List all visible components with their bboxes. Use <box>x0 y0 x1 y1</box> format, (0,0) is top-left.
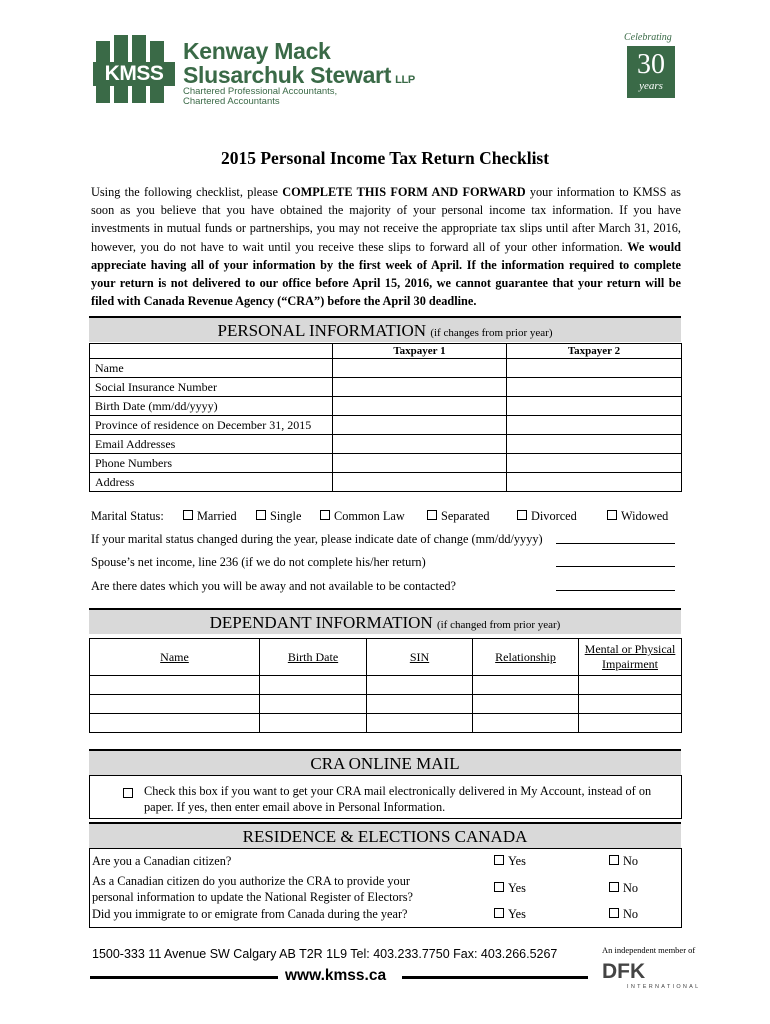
away-dates-question: Are there dates which you will be away and not available to be contacted? <box>91 579 457 593</box>
cra-text: Check this box if you want to get your CRA mail electronically delivered in My Account, instead of on paper. If yes, then enter email above in Personal Information. <box>144 784 652 814</box>
checkbox-icon <box>607 510 617 520</box>
marital-change-question: If your marital status changed during the year, please indicate date of change (mm/dd/yyyy) <box>91 532 543 546</box>
spouse-income-input[interactable] <box>556 555 675 567</box>
cra-box <box>89 775 682 819</box>
kmss-logo <box>93 35 175 103</box>
immigrate-no[interactable]: No <box>609 906 638 922</box>
col-name: Name <box>90 639 260 676</box>
taxpayer-1-field[interactable] <box>333 359 507 378</box>
col-sin: SIN <box>367 639 473 676</box>
website-link[interactable]: www.kmss.ca <box>285 967 387 984</box>
anniversary-badge: 30 years <box>627 46 675 98</box>
row-label: Phone Numbers <box>90 454 333 473</box>
firm-name-line2: Slusarchuk Stewart LLP <box>183 62 415 88</box>
dfk-logo: DFK <box>602 960 646 983</box>
authorize-question: As a Canadian citizen do you authorize the CRA to provide your personal information to update the National Register of Electors? <box>92 874 413 904</box>
cra-online-mail-header: CRA ONLINE MAIL <box>89 749 681 775</box>
taxpayer-1-field[interactable] <box>333 378 507 397</box>
dfk-international: INTERNATIONAL <box>627 984 701 990</box>
checkbox-icon <box>427 510 437 520</box>
intro-paragraph: Using the following checklist, please COMPLETE THIS FORM AND FORWARD your information to KMSS as soon as you believe that you have obtained the majority of your personal income tax information. If you have investments in mutual funds or partnerships, you may not receive the appropriate tax slips until after March 31, 2016, however, you do not have to wait until you receive these slips to forward all of your other information. We would appreciate having all of your information by the first week of April. If the information required to complete your return is not delivered to our office before April 15, 2016, we cannot guarantee that your return will be filed with Canada Revenue Agency (“CRA”) before the April 30 deadline. <box>91 185 681 309</box>
checkbox-widowed[interactable]: Widowed <box>607 509 668 524</box>
row-label: Address <box>90 473 333 492</box>
taxpayer-2-field[interactable] <box>507 416 682 435</box>
row-label: Name <box>90 359 333 378</box>
dependant-table <box>89 638 682 733</box>
checkbox-icon <box>320 510 330 520</box>
taxpayer-2-field[interactable] <box>507 378 682 397</box>
checkbox-common-law[interactable]: Common Law <box>320 509 405 524</box>
checkbox-icon <box>256 510 266 520</box>
taxpayer-1-header: Taxpayer 1 <box>333 344 507 359</box>
taxpayer-2-field[interactable] <box>507 473 682 492</box>
taxpayer-2-header: Taxpayer 2 <box>507 344 682 359</box>
firm-subtitle-1: Chartered Professional Accountants, <box>183 86 338 97</box>
immigrate-question: Did you immigrate to or emigrate from Canada during the year? <box>92 907 408 921</box>
citizen-no[interactable]: No <box>609 853 638 869</box>
firm-subtitle-2: Chartered Accountants <box>183 96 280 107</box>
cra-checkbox[interactable] <box>123 788 133 798</box>
celebrating-label: Celebrating <box>624 32 672 43</box>
authorize-no[interactable]: No <box>609 880 638 896</box>
checkbox-married[interactable]: Married <box>183 509 237 524</box>
footer-address: 1500-333 11 Avenue SW Calgary AB T2R 1L9 Tel: 403.233.7750 Fax: 403.266.5267 <box>92 947 558 961</box>
taxpayer-2-field[interactable] <box>507 359 682 378</box>
taxpayer-1-field[interactable] <box>333 435 507 454</box>
footer-divider-right <box>402 976 588 979</box>
checkbox-single[interactable]: Single <box>256 509 301 524</box>
checkbox-icon <box>517 510 527 520</box>
col-birth-date: Birth Date <box>260 639 367 676</box>
taxpayer-2-field[interactable] <box>507 454 682 473</box>
dependant-info-header: DEPENDANT INFORMATION (if changed from prior year) <box>89 608 681 634</box>
marital-change-input[interactable] <box>556 532 675 544</box>
col-impairment: Mental or Physical Impairment <box>579 639 682 676</box>
firm-name-line1: Kenway Mack <box>183 38 331 64</box>
immigrate-yes[interactable]: Yes <box>494 906 526 922</box>
footer-divider-left <box>90 976 278 979</box>
taxpayer-1-field[interactable] <box>333 397 507 416</box>
page-title: 2015 Personal Income Tax Return Checklist <box>220 148 550 168</box>
taxpayer-1-field[interactable] <box>333 473 507 492</box>
taxpayer-1-field[interactable] <box>333 454 507 473</box>
citizen-question: Are you a Canadian citizen? <box>92 854 232 868</box>
row-label: Social Insurance Number <box>90 378 333 397</box>
checkbox-icon <box>183 510 193 520</box>
checkbox-separated[interactable]: Separated <box>427 509 489 524</box>
taxpayer-2-field[interactable] <box>507 435 682 454</box>
citizen-yes[interactable]: Yes <box>494 853 526 869</box>
authorize-yes[interactable]: Yes <box>494 880 526 896</box>
residence-elections-header: RESIDENCE & ELECTIONS CANADA <box>89 822 681 848</box>
row-label: Birth Date (mm/dd/yyyy) <box>90 397 333 416</box>
personal-info-table <box>89 343 682 492</box>
personal-info-header: PERSONAL INFORMATION (if changes from prior year) <box>89 316 681 342</box>
logo-letters: KMSS <box>93 62 175 86</box>
marital-status-label: Marital Status: <box>91 509 164 523</box>
row-label: Email Addresses <box>90 435 333 454</box>
col-relationship: Relationship <box>473 639 579 676</box>
member-note: An independent member of <box>602 945 696 955</box>
away-dates-input[interactable] <box>556 579 675 591</box>
row-label: Province of residence on December 31, 2015 <box>90 416 333 435</box>
checkbox-divorced[interactable]: Divorced <box>517 509 577 524</box>
taxpayer-1-field[interactable] <box>333 416 507 435</box>
spouse-income-question: Spouse’s net income, line 236 (if we do not complete his/her return) <box>91 555 426 569</box>
taxpayer-2-field[interactable] <box>507 397 682 416</box>
